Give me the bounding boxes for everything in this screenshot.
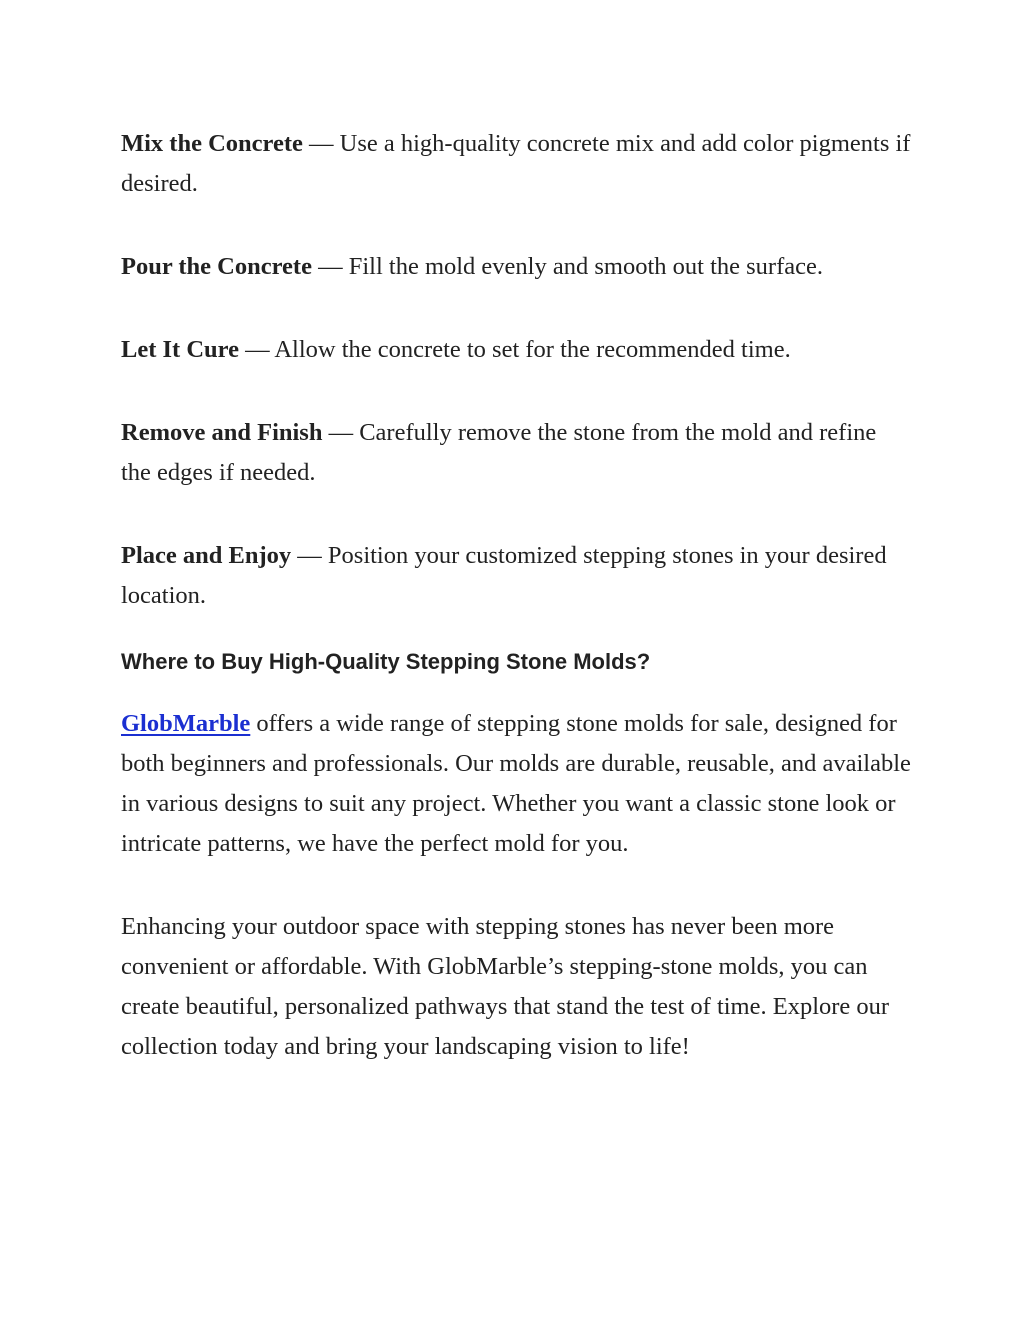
section-heading: Where to Buy High-Quality Stepping Stone Molds? [121,649,651,674]
paragraph-text: offers a wide range of stepping stone molds for sale, designed for both beginners and professionals. Our molds are durable, reusable, and available in various designs to suit any project. Whether you want a classic stone look or intricate patterns, we have the perfect mold for you. [121,710,911,857]
step-title: Place and Enjoy [121,542,292,569]
step-separator: — [322,419,360,446]
step-separator: — [238,336,275,363]
step-text: Use a high-quality concrete mix and add color pigments if desired. [121,130,911,197]
step-text: Carefully remove the stone from the mold and refine the edges if needed. [121,419,877,486]
globmarble-paragraph [121,704,911,864]
step-mix-concrete [121,124,911,204]
step-place-enjoy [121,536,911,616]
step-text: Allow the concrete to set for the recommended time. [274,336,791,363]
step-remove-finish [121,413,911,493]
step-separator: — [311,253,349,280]
step-title: Mix the Concrete [121,130,303,157]
globmarble-link[interactable]: GlobMarble [121,710,251,737]
step-title: Remove and Finish [121,419,323,446]
step-separator: — [291,542,328,569]
step-separator: — [302,130,340,157]
step-title: Let It Cure [121,336,239,363]
step-text: Fill the mold evenly and smooth out the surface. [348,253,823,280]
step-text: Position your customized stepping stones in your desired location. [121,542,887,609]
document-page [121,124,911,1067]
step-let-cure [121,330,911,370]
closing-paragraph: Enhancing your outdoor space with stepping stones has never been more convenient or affordable. With GlobMarble’s stepping-stone molds, you can create beautiful, personalized pathways that stand the test of time. Explore our collection today and bring your landscaping vision to life! [121,913,890,1060]
step-pour-concrete [121,247,911,287]
step-title: Pour the Concrete [121,253,312,280]
